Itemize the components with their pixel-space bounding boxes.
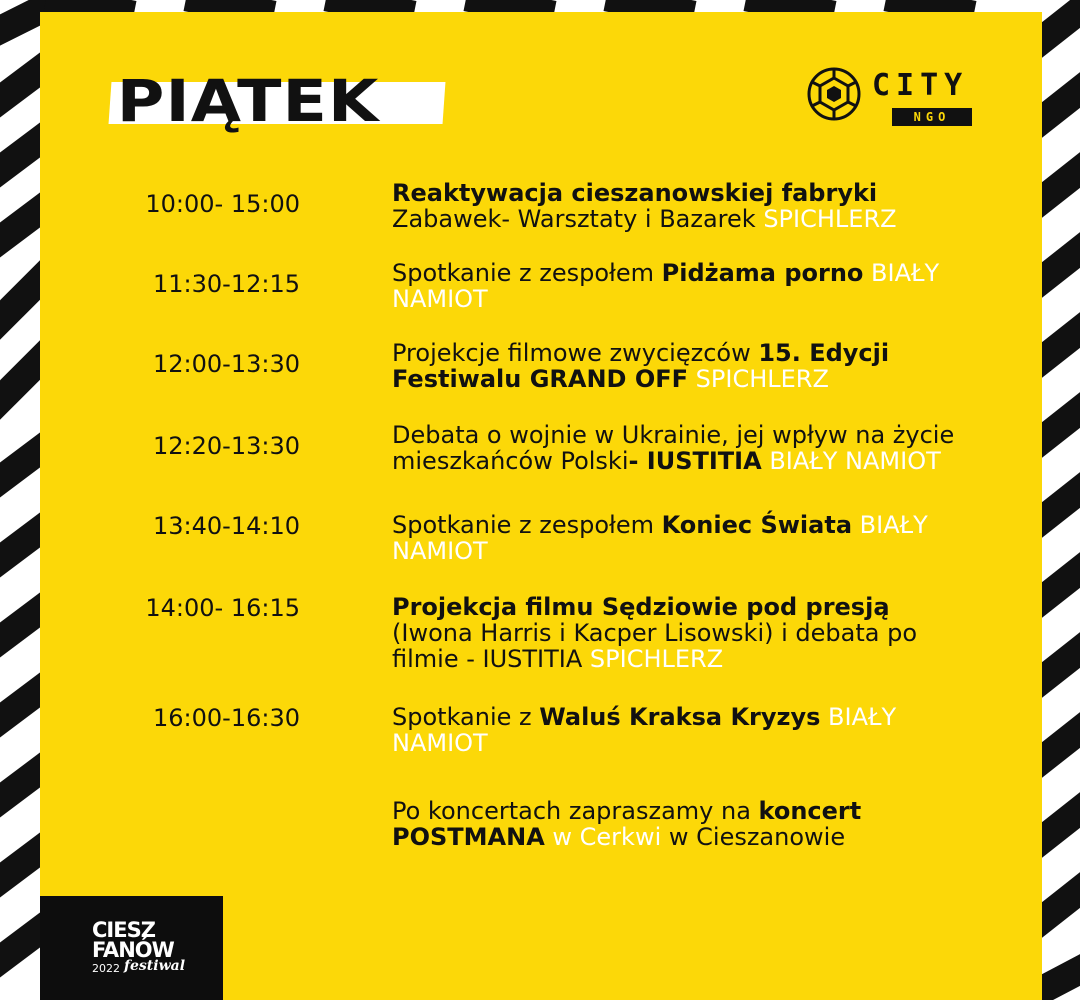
festival-logo-line2: FANÓW [92,938,174,962]
schedule-card [40,12,1042,1000]
event-text: (Iwona Harris i Kacper Lisowski) i debata po filmie - IUSTITIA [392,619,917,673]
schedule-description [392,340,972,392]
title-block [110,67,380,135]
schedule-description [392,422,972,474]
event-text: Debata o wojnie w Ukrainie, jej wpływ na życie mieszkańców Polski [392,421,955,475]
schedule-time: 12:20-13:30 [153,432,300,460]
schedule-time: 10:00- 15:00 [145,190,300,218]
festival-logo-word: festiwal [124,958,186,974]
event-text: Spotkanie z [392,703,540,731]
schedule-description [392,260,972,312]
ngo-logo-text: NGO [892,108,972,126]
venue-label: BIAŁY NAMIOT [392,511,928,565]
venue-label: BIAŁY NAMIOT [392,259,940,313]
event-text: Zabawek- Warsztaty i Bazarek [392,205,764,233]
city-ngo-logo [806,66,976,126]
venue-label: SPICHLERZ [763,205,897,233]
page-title: PIĄTEK [116,67,380,135]
event-text: Projekcje filmowe zwycięzców [392,339,759,367]
schedule-time: 13:40-14:10 [153,512,300,540]
event-highlight: Waluś Kraksa Kryzys [539,703,821,731]
event-text: w Cieszanowie [661,823,846,851]
schedule-time: 14:00- 16:15 [145,594,300,622]
event-text: Spotkanie z zespołem [392,511,662,539]
event-text: Spotkanie z zespołem [392,259,662,287]
venue-label: w Cerkwi [544,823,662,851]
venue-label: BIAŁY NAMIOT [761,447,941,475]
cieszfanow-festival-logo [40,896,223,1000]
festival-logo-year: 2022 [92,962,120,975]
city-logo-text: CITY [872,68,969,103]
event-highlight: Reaktywacja cieszanowskiej fabryki [392,179,878,207]
venue-label: BIAŁY NAMIOT [392,703,897,757]
schedule-time: 16:00-16:30 [153,704,300,732]
event-highlight: Pidżama porno [661,259,864,287]
schedule-description [392,798,972,850]
venue-label: SPICHLERZ [582,645,724,673]
schedule-time: 12:00-13:30 [153,350,300,378]
event-highlight: koncert POSTMANA [392,797,862,851]
city-emblem-icon [806,66,862,122]
schedule-time: 11:30-12:15 [153,270,300,298]
festival-logo-line1: CIESZ [92,918,155,942]
schedule-description [392,180,972,232]
schedule-description [392,704,972,756]
schedule-description [392,594,972,672]
event-highlight: 15. Edycji Festiwalu GRAND OFF [392,339,890,393]
schedule-description [392,512,972,564]
event-text: Po koncertach zapraszamy na [392,797,759,825]
event-highlight: Koniec Świata [661,511,853,539]
venue-label: SPICHLERZ [688,365,829,393]
event-highlight: - IUSTITIA [628,447,762,475]
event-highlight: Projekcja filmu Sędziowie pod presją [392,593,890,621]
